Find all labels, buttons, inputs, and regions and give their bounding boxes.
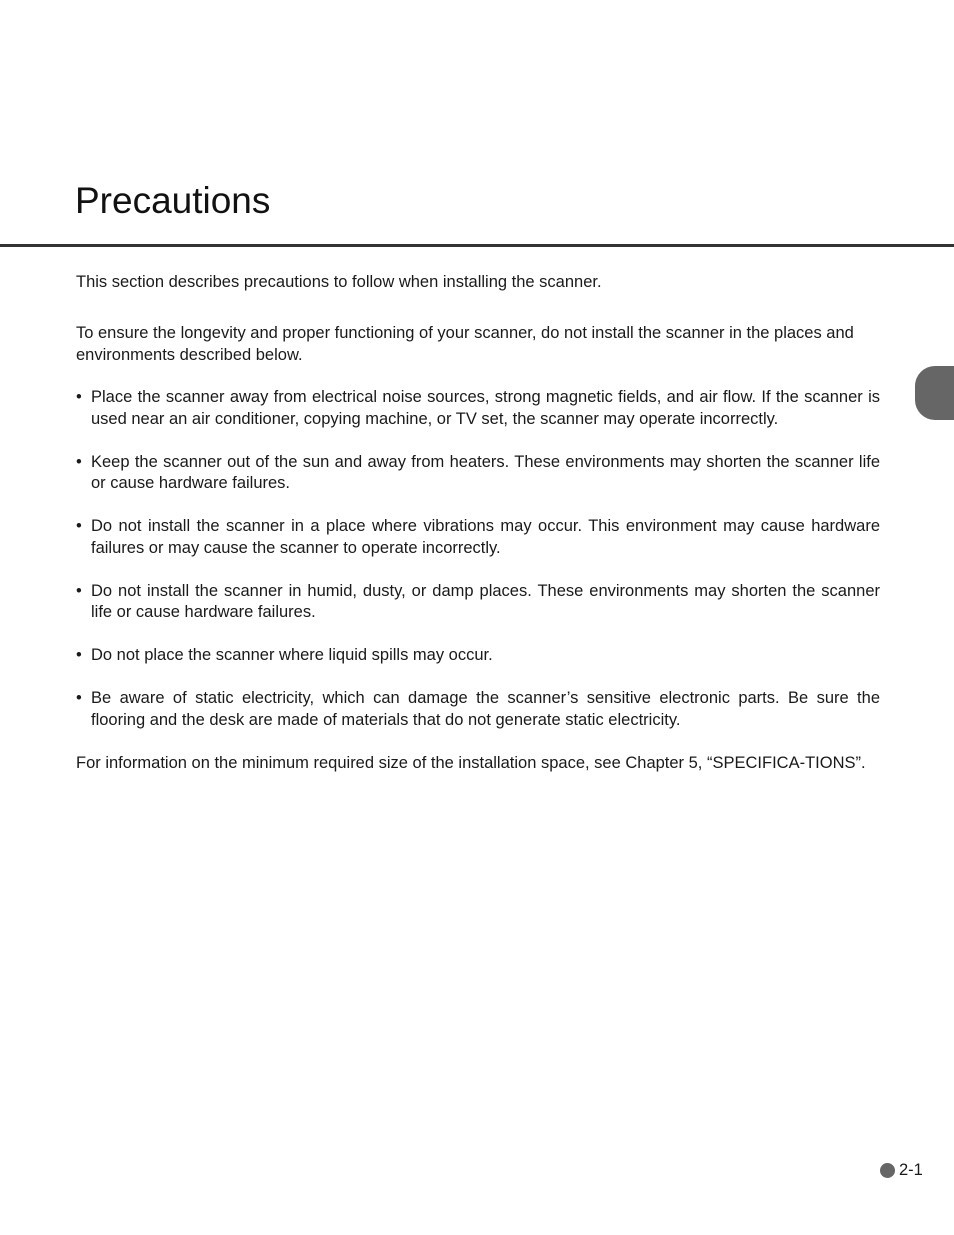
bullet-icon: • [76,517,82,535]
page-footer [880,1159,923,1181]
bullet-icon: • [76,646,82,664]
bullet-icon: • [76,581,82,600]
page-title: Precautions [75,180,271,221]
chapter-tab [915,366,954,420]
page-number: 2-1 [899,1160,923,1179]
list-item [76,452,880,495]
list-item [76,581,880,624]
list-item-text: Keep the scanner out of the sun and away from heaters. These environments may shorten the scanner life or cause hardware failures. [91,452,880,492]
bullet-icon: • [76,388,82,406]
closing-paragraph: For information on the minimum required size of the installation space, see Chapter 5, “SPECIFICA-TIONS”. [76,754,866,772]
bullet-icon: • [76,689,82,707]
list-item-text: Do not install the scanner in humid, dusty, or damp places. These environments may shorten the scanner life or cause hardware failures. [91,581,880,621]
intro-paragraph: This section describes precautions to follow when installing the scanner. [76,273,602,291]
page-dot-icon [880,1163,895,1178]
list-item [76,645,880,667]
list-item [76,688,880,731]
list-item-text: Do not install the scanner in a place where vibrations may occur. This environment may cause hardware failures or may cause the scanner to operate incorrectly. [91,517,880,557]
list-item-text: Do not place the scanner where liquid spills may occur. [91,646,493,664]
bullet-icon: • [76,452,82,471]
title-rule [0,244,954,247]
list-item [76,387,880,430]
list-item [76,516,880,559]
list-item-text: Place the scanner away from electrical noise sources, strong magnetic fields, and air flow. If the scanner is used near an air conditioner, copying machine, or TV set, the scanner may operate incorrectly. [91,388,880,428]
list-item-text: Be aware of static electricity, which can damage the scanner’s sensitive electronic parts. Be sure the flooring and the desk are made of materials that do not generate static electricity. [91,689,880,729]
intro-paragraph: To ensure the longevity and proper functioning of your scanner, do not install the scanner in the places and environments described below. [76,324,854,364]
precautions-list [76,387,880,753]
